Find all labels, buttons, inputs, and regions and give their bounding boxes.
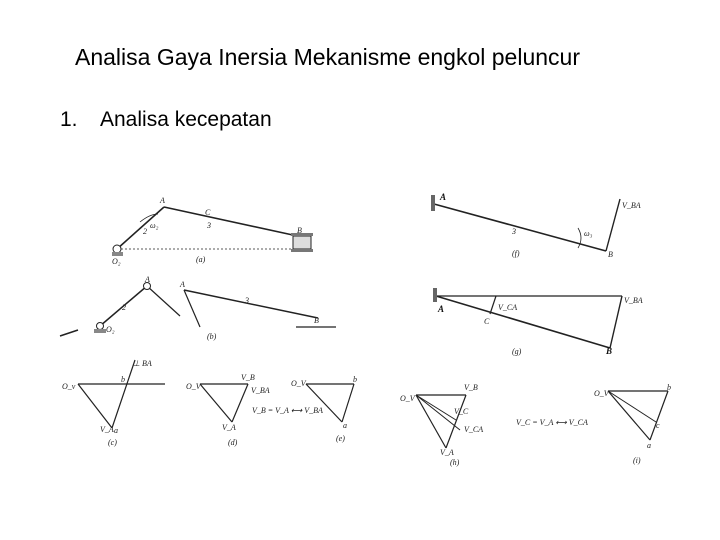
pin-a-marker <box>431 195 435 211</box>
label: O₂ <box>112 257 121 266</box>
pivot-o2 <box>97 323 104 330</box>
caption: (h) <box>450 458 460 467</box>
vector-oc <box>608 391 656 422</box>
label: B <box>606 346 613 356</box>
label: A <box>180 280 185 289</box>
slide-title: Analisa Gaya Inersia Mekanisme engkol peluncur <box>75 44 580 70</box>
caption: (c) <box>108 438 117 447</box>
label: C <box>484 317 490 326</box>
pin-a-marker <box>433 288 437 302</box>
label: V_BA <box>251 386 270 395</box>
list-item-text: Analisa kecepatan <box>100 108 272 131</box>
pivot-o2 <box>113 245 121 253</box>
label: 3 <box>245 296 249 305</box>
label: 3 <box>207 221 211 230</box>
label: O_V <box>400 394 415 403</box>
label: V_BA <box>622 201 641 210</box>
label: V_B <box>241 373 255 382</box>
vector-va <box>200 384 232 422</box>
slider-block-b <box>293 236 311 249</box>
panel-f <box>431 192 641 259</box>
guide-bottom <box>291 249 313 252</box>
label: ω₂ <box>150 221 159 230</box>
label: a <box>647 441 651 450</box>
label: ⊥ BA <box>133 359 152 368</box>
label: O_v <box>62 382 76 391</box>
panel-c <box>62 359 165 447</box>
label: V_BA <box>624 296 643 305</box>
equation: V_B = V_A ⟷ V_BA <box>252 406 323 415</box>
vector-va <box>78 384 112 428</box>
label: b <box>353 375 357 384</box>
label: A <box>440 192 447 202</box>
omega3-arrow <box>578 228 581 248</box>
vector-oa <box>608 391 650 440</box>
vector-oa <box>306 384 342 422</box>
caption: (i) <box>633 456 641 465</box>
vector-vc <box>416 395 456 420</box>
caption: (f) <box>512 249 520 258</box>
link-3 <box>184 290 318 318</box>
label: b <box>121 375 125 384</box>
label: b <box>667 383 671 392</box>
link-acb <box>436 296 610 348</box>
label: B <box>608 250 613 259</box>
panel-a <box>112 196 313 266</box>
label: 3 <box>512 227 516 236</box>
label: V_A <box>440 448 454 457</box>
label: a <box>343 421 347 430</box>
label: B <box>314 316 319 325</box>
panel-g <box>433 288 643 356</box>
panel-h <box>400 383 483 467</box>
caption: (b) <box>207 332 217 341</box>
vector-vca <box>490 296 496 314</box>
panel-b <box>60 275 336 341</box>
guide-top <box>291 233 313 236</box>
caption: (a) <box>196 255 206 264</box>
label: ω₃ <box>584 229 593 238</box>
label: c <box>656 421 660 430</box>
label: V_B <box>464 383 478 392</box>
velocity-a <box>147 286 180 316</box>
vector-vba <box>232 384 248 422</box>
label: O_V <box>594 389 609 398</box>
label: O_V <box>291 379 306 388</box>
link-3 <box>164 207 302 237</box>
caption: (d) <box>228 438 238 447</box>
ground-o2 <box>94 329 106 333</box>
label: 2 <box>143 227 147 236</box>
panel-i <box>594 383 671 465</box>
label: O₂ <box>106 325 115 334</box>
label: V_C <box>454 407 469 416</box>
label: A <box>438 304 445 314</box>
label: B <box>297 226 302 235</box>
label: 2 <box>122 303 126 312</box>
vector-ab <box>650 391 668 440</box>
caption: (e) <box>336 434 345 443</box>
equation: V_C = V_A ⟷ V_CA <box>516 418 588 427</box>
vector-va <box>416 395 446 448</box>
label: O_V <box>186 382 201 391</box>
vector-ab <box>342 384 354 422</box>
label: V_A <box>100 425 114 434</box>
list-item-number: 1. <box>60 108 78 131</box>
vector-ba <box>112 360 135 428</box>
vector-vba <box>610 296 622 348</box>
label: a <box>114 426 118 435</box>
label: C <box>205 208 211 217</box>
label: A <box>145 275 150 284</box>
label: V_CA <box>464 425 484 434</box>
velocity-a2 <box>184 290 200 327</box>
edge-mark <box>60 330 78 336</box>
label: V_CA <box>498 303 518 312</box>
caption: (g) <box>512 347 522 356</box>
vector-vba <box>606 199 620 251</box>
label: A <box>160 196 165 205</box>
ground-o2 <box>112 252 123 256</box>
label: V_A <box>222 423 236 432</box>
